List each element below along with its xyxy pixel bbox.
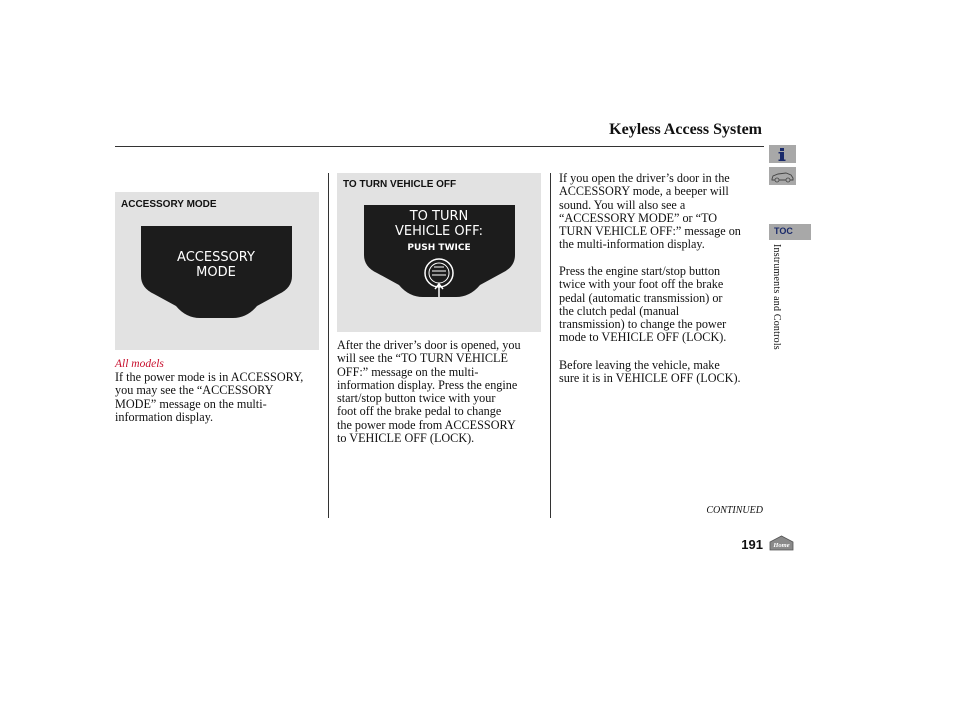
col2-paragraph — [337, 339, 549, 445]
figure-label: ACCESSORY MODE — [121, 199, 217, 210]
text-line: transmission) to change the power — [559, 317, 727, 332]
col1-paragraph — [115, 371, 327, 424]
display-line: VEHICLE OFF: — [395, 224, 483, 239]
text-line: the power mode from ACCESSORY — [337, 417, 516, 432]
display-line: PUSH TWICE — [407, 243, 471, 253]
text-line: sure it is in VEHICLE OFF (LOCK). — [559, 371, 741, 386]
text-line: twice with your foot off the brake — [559, 277, 724, 292]
continued-label: CONTINUED — [706, 505, 763, 516]
text-line: start/stop button twice with your — [337, 391, 496, 406]
toc-tab-button[interactable] — [769, 224, 811, 240]
col3-paragraph-3 — [559, 359, 769, 386]
car-tab-button[interactable] — [769, 167, 796, 185]
text-line: After the driver’s door is opened, you — [337, 338, 521, 352]
text-line: to VEHICLE OFF (LOCK). — [337, 431, 475, 446]
car-icon — [769, 167, 796, 185]
text-line: foot off the brake pedal to change — [337, 404, 502, 419]
text-line: the clutch pedal (manual — [559, 303, 680, 318]
text-line: information display. Press the engine — [337, 377, 518, 392]
col3-paragraph-2 — [559, 265, 769, 345]
text-line: MODE” message on the multi- — [115, 396, 267, 411]
text-line: sound. You will also see a — [559, 197, 686, 212]
display-line: MODE — [196, 265, 236, 280]
accessory-mode-figure — [115, 192, 319, 350]
header-rule — [115, 146, 764, 147]
column-divider — [550, 173, 551, 518]
vehicle-off-display — [362, 205, 517, 299]
text-line: will see the “TO TURN VEHICLE — [337, 351, 508, 366]
info-tab-button[interactable] — [769, 145, 796, 163]
page-number: 191 — [741, 537, 763, 552]
text-line: “ACCESSORY MODE” or “TO — [559, 210, 718, 225]
column-divider — [328, 173, 329, 518]
text-line: pedal (automatic transmission) or — [559, 290, 723, 305]
text-line: you may see the “ACCESSORY — [115, 383, 274, 398]
text-line: the multi-information display. — [559, 237, 705, 252]
figure-label: TO TURN VEHICLE OFF — [343, 179, 457, 190]
vehicle-off-figure — [337, 173, 541, 332]
text-line: If the power mode is in ACCESSORY, — [115, 370, 304, 384]
col3-paragraph-1 — [559, 172, 769, 252]
applies-to-label: All models — [115, 358, 164, 370]
display-line: ACCESSORY — [177, 250, 255, 265]
text-line: Press the engine start/stop button — [559, 264, 721, 278]
accessory-display — [139, 226, 294, 320]
info-icon — [769, 145, 796, 163]
text-line: OFF:” message on the multi- — [337, 364, 479, 379]
text-line: Before leaving the vehicle, make — [559, 358, 720, 372]
text-line: information display. — [115, 409, 214, 424]
text-line: If you open the driver’s door in the — [559, 171, 730, 185]
page-title: Keyless Access System — [609, 121, 762, 138]
display-line: TO TURN — [409, 209, 469, 224]
toc-label: TOC — [774, 226, 793, 236]
home-button[interactable] — [767, 535, 796, 551]
home-icon — [767, 535, 796, 551]
text-line: TURN VEHICLE OFF:” message on — [559, 224, 741, 239]
text-line: ACCESSORY mode, a beeper will — [559, 184, 729, 199]
section-tab-label[interactable]: Instruments and Controls — [771, 244, 782, 350]
text-line: mode to VEHICLE OFF (LOCK). — [559, 330, 727, 345]
home-label: Home — [773, 542, 790, 549]
